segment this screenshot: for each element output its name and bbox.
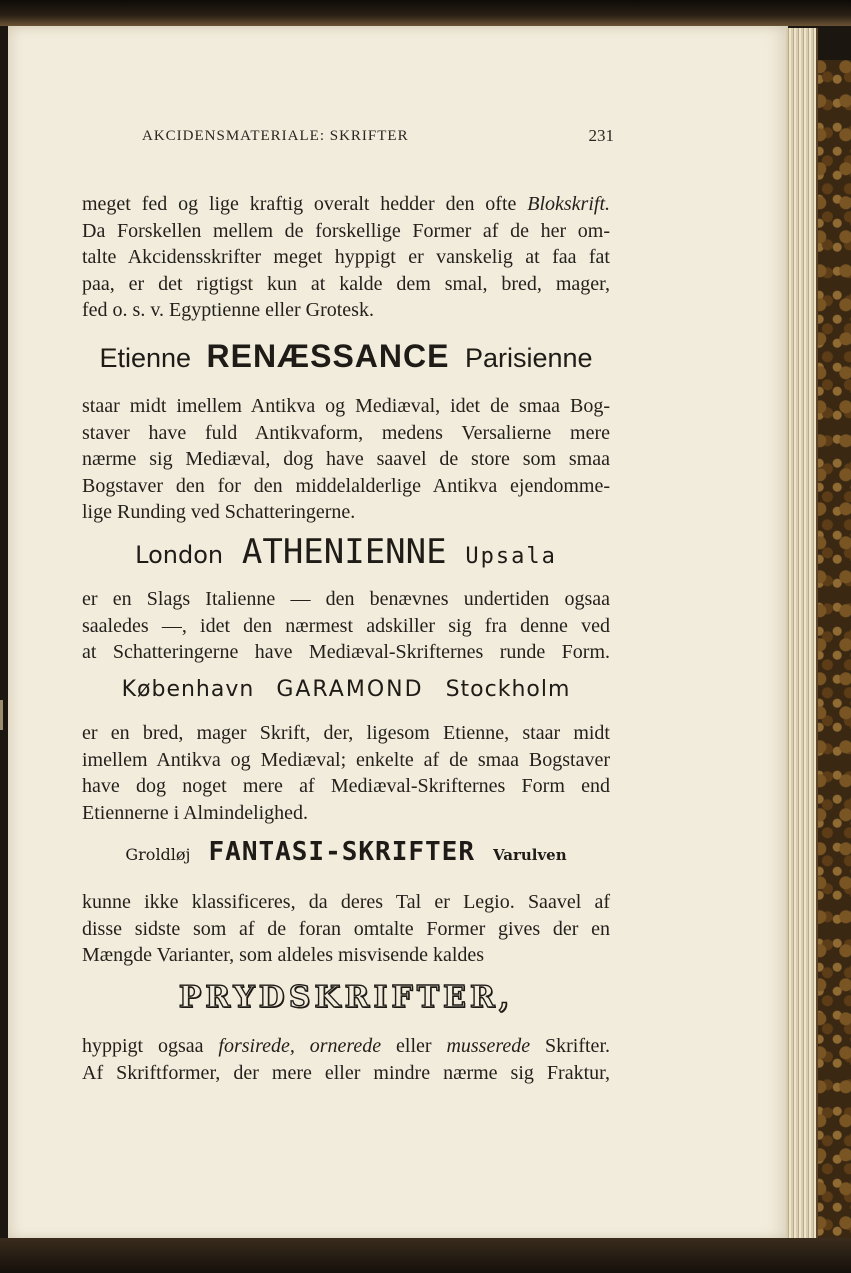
specimen-garamond — [82, 677, 610, 702]
italic-term: musserede — [446, 1035, 531, 1057]
text-line: at Schatteringerne have Mediæval-Skrifternes runde Form. — [82, 641, 610, 663]
text-line: have dog noget mere af Mediæval-Skrifternes Form end — [82, 775, 610, 797]
paragraph-blokskrift — [82, 191, 610, 324]
text-line: paa, er det rigtigst kun at kalde dem smal, bred, mager, — [82, 272, 610, 295]
specimen-prydskrifter — [82, 980, 610, 1015]
specimen-left: København — [121, 677, 255, 702]
specimen-left: Etienne — [99, 343, 192, 373]
text-line: Bogstaver den for den middelalderlige Antikva ejendomme- — [82, 474, 610, 497]
text-line: fed o. s. v. Egyptienne eller Grotesk. — [82, 299, 374, 321]
text-line: Etiennerne i Almindelighed. — [82, 801, 309, 824]
italic-term: Blokskrift. — [527, 193, 610, 215]
specimen-main: ATHENIENNE — [241, 532, 447, 572]
specimen-fantasi — [82, 837, 610, 867]
text-line — [82, 1033, 610, 1060]
running-title: AKCIDENSMATERIALE: SKRIFTER — [142, 128, 409, 144]
paragraph-athenienne — [82, 586, 610, 666]
text-line: staar midt imellem Antikva og Mediæval, idet de smaa Bog- — [82, 395, 610, 417]
text-line: staver have fuld Antikvaform, medens Versalierne mere — [82, 421, 610, 444]
text-line: Mængde Varianter, som aldeles misvisende kaldes — [82, 944, 485, 966]
text-line-part: meget fed og lige kraftig overalt hedder den ofte — [82, 193, 528, 215]
paragraph-prydskrifter — [82, 1033, 610, 1086]
specimen-athenienne — [82, 532, 610, 572]
text-line: imellem Antikva og Mediæval; enkelte af de smaa Bogstaver — [82, 748, 610, 771]
specimen-left: London — [135, 541, 224, 569]
specimen-right: Stockholm — [445, 677, 571, 702]
book-bottom-edge — [0, 1238, 851, 1273]
text-line: disse sidste som af de foran omtalte Former gives der en — [82, 917, 610, 940]
text-line: talte Akcidensskrifter meget hyppigt er vanskelig at faa fat — [82, 246, 610, 268]
specimen-main: PRYDSKRIFTER, — [178, 980, 514, 1015]
book-top-edge — [0, 0, 851, 26]
text-line-part: hyppigt ogsaa — [82, 1035, 219, 1057]
page-number: 231 — [588, 126, 614, 145]
page-edge-mark — [0, 700, 3, 730]
specimen-renaessance — [82, 338, 610, 375]
text-line: er en bred, mager Skrift, der, ligesom Etienne, staar midt — [82, 722, 610, 744]
text-line: lige Runding ved Schatteringerne. — [82, 501, 356, 523]
text-line-part: eller — [381, 1035, 447, 1057]
specimen-right: Parisienne — [464, 343, 593, 373]
text-line-part: Skrifter. — [530, 1035, 610, 1057]
paragraph-renaessance — [82, 393, 610, 526]
paragraph-fantasi — [82, 889, 610, 969]
page-stack-edge — [786, 28, 818, 1240]
paragraph-garamond — [82, 720, 610, 826]
specimen-main: FANTASI-SKRIFTER — [208, 837, 475, 867]
text-line: nærme sig Mediæval, dog have saavel de store som smaa — [82, 448, 610, 470]
text-line: kunne ikke klassificeres, da deres Tal er Legio. Saavel af — [82, 891, 610, 913]
specimen-left: Groldløj — [125, 845, 191, 864]
text-line: Da Forskellen mellem de forskellige Former af de her om- — [82, 219, 610, 242]
text-line: Af Skriftformer, der mere eller mindre nærme sig Fraktur, — [82, 1061, 610, 1084]
text-line: er en Slags Italienne — den benævnes undertiden ogsaa — [82, 588, 610, 610]
specimen-right: Upsala — [465, 544, 557, 569]
italic-term: forsirede, ornerede — [218, 1035, 382, 1057]
text-line: saaledes —, idet den nærmest adskiller sig fra denne ved — [82, 614, 610, 637]
specimen-right: Varulven — [492, 846, 567, 864]
specimen-main: RENÆSSANCE — [206, 338, 450, 374]
text-line — [82, 191, 610, 218]
specimen-main: GARAMOND — [276, 677, 424, 702]
